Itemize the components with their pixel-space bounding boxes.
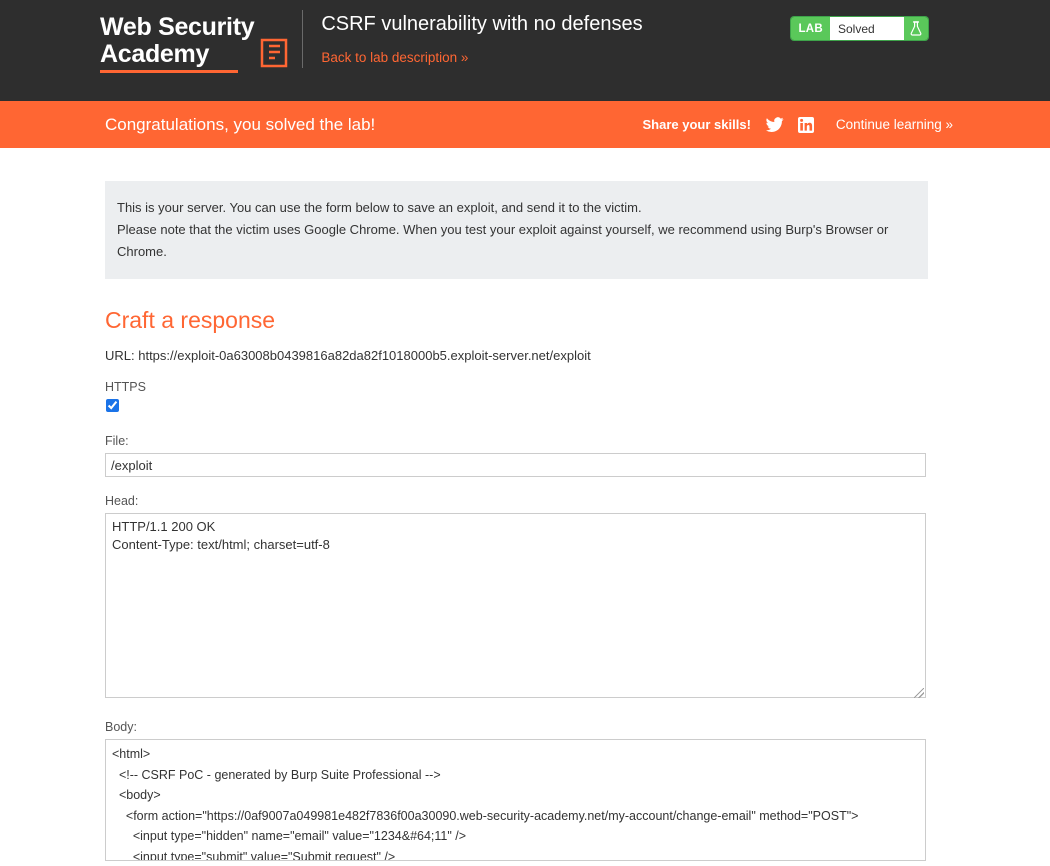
header-title-block: [321, 12, 642, 67]
head-label: Head:: [105, 494, 139, 508]
head-textarea[interactable]: [105, 513, 926, 698]
logo-line-2: Academy: [100, 40, 210, 68]
exploit-form: [105, 380, 926, 866]
solved-banner-text: Congratulations, you solved the lab!: [105, 114, 376, 134]
body-textarea[interactable]: [105, 739, 926, 861]
page-title: CSRF vulnerability with no defenses: [321, 13, 643, 35]
https-checkbox[interactable]: [106, 399, 119, 412]
logo-underline: [100, 70, 238, 73]
back-to-lab-description-link[interactable]: Back to lab description »: [321, 50, 469, 65]
share-block: [643, 117, 953, 133]
logo-text: [100, 14, 254, 68]
notice-line-1: This is your server. You can use the form below to save an exploit, and send it to the victim.: [117, 200, 642, 215]
logo-line-1: Web Security: [100, 13, 255, 41]
status-badge: Solved: [830, 17, 904, 40]
main-content: [0, 181, 1050, 866]
status-badge-lab: LAB: [791, 17, 830, 40]
head-field-wrapper: [105, 513, 926, 703]
linkedin-icon[interactable]: [798, 117, 814, 133]
share-label: Share your skills!: [642, 117, 751, 132]
body-label: Body:: [105, 720, 137, 734]
https-label: HTTPS: [105, 380, 146, 394]
status-flask-icon: [904, 17, 928, 40]
notice-line-2: Please note that the victim uses Google Chrome. When you test your exploit against yourself, we recommend using Burp's Browser or Chrome.: [117, 222, 889, 259]
portswigger-logo-icon: [260, 38, 288, 68]
twitter-icon[interactable]: [765, 117, 784, 133]
craft-response-heading: Craft a response: [105, 307, 276, 333]
file-input[interactable]: [105, 453, 926, 477]
lab-status-widget[interactable]: [791, 17, 928, 40]
server-notice: [105, 181, 928, 279]
header-divider: [302, 10, 303, 68]
site-header: [0, 0, 1050, 101]
solved-banner: [0, 101, 1050, 148]
logo[interactable]: [100, 14, 288, 73]
file-label: File:: [105, 434, 129, 448]
continue-learning-link[interactable]: Continue learning »: [835, 117, 953, 132]
exploit-url: URL: https://exploit-0a63008b0439816a82da82f1018000b5.exploit-server.net/exploit: [105, 348, 591, 363]
